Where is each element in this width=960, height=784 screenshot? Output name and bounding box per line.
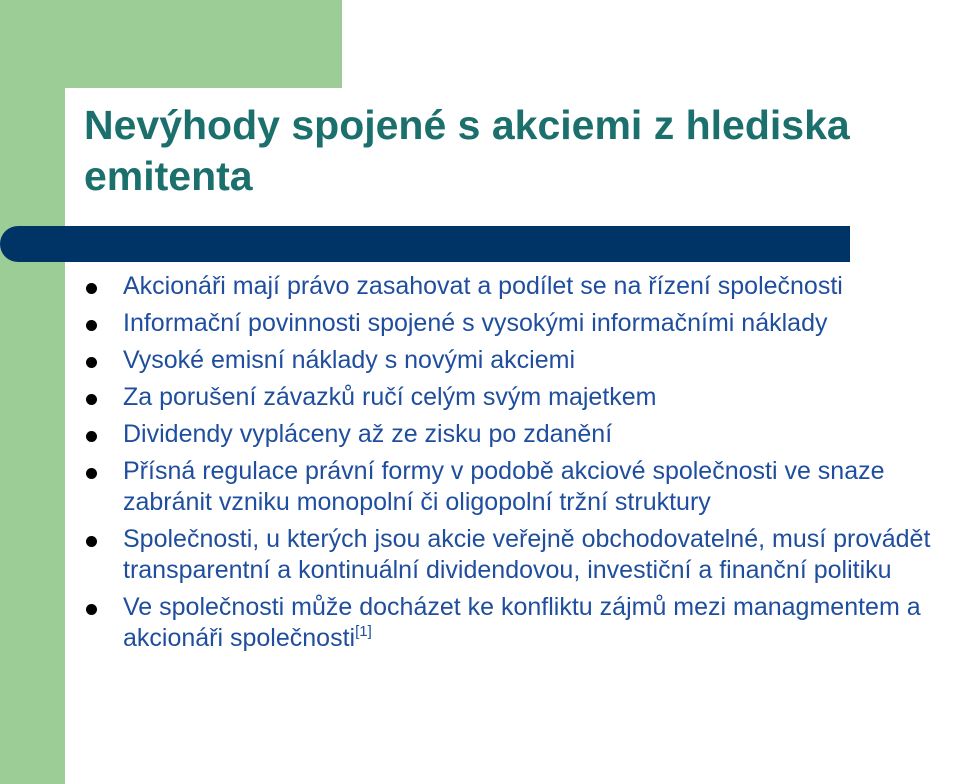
list-item (83, 524, 953, 586)
title-divider-bar (0, 226, 850, 262)
bullet-icon (86, 357, 97, 368)
bullet-icon (86, 604, 97, 615)
list-item (83, 592, 953, 654)
bullet-icon (86, 320, 97, 331)
bullet-icon (86, 431, 97, 442)
list-item (83, 345, 953, 376)
bullet-list (83, 271, 953, 660)
list-item (83, 456, 953, 518)
bullet-icon (86, 283, 97, 294)
list-item (83, 271, 953, 302)
list-item-text: Dividendy vypláceny až ze zisku po zdanění (123, 420, 613, 448)
list-item (83, 382, 953, 413)
bullet-icon (86, 394, 97, 405)
green-sidebar-decoration (0, 0, 65, 784)
list-item-text: Přísná regulace právní formy v podobě akciové společnosti ve snaze zabránit vzniku monopolní či oligopolní tržní struktury (123, 457, 885, 516)
bullet-icon (86, 468, 97, 479)
list-item-text: Ve společnosti může docházet ke konfliktu zájmů mezi managmentem a akcionáři společnosti (123, 593, 921, 652)
bullet-icon (86, 536, 97, 547)
list-item-text: Za porušení závazků ručí celým svým majetkem (123, 383, 657, 411)
footnote-reference[interactable]: [1] (355, 623, 372, 640)
list-item-text: Informační povinnosti spojené s vysokými informačními náklady (123, 309, 828, 337)
list-item-text: Společnosti, u kterých jsou akcie veřejně obchodovatelné, musí provádět transparentní a kontinuální dividendovou, investiční a finanční politiku (123, 525, 931, 584)
list-item-text: Vysoké emisní náklady s novými akciemi (123, 346, 576, 374)
list-item (83, 308, 953, 339)
list-item (83, 419, 953, 450)
slide-title: Nevýhody spojené s akciemi z hlediska emitenta (84, 102, 850, 199)
list-item-text: Akcionáři mají právo zasahovat a podílet se na řízení společnosti (123, 272, 843, 300)
green-top-decoration (0, 0, 342, 88)
